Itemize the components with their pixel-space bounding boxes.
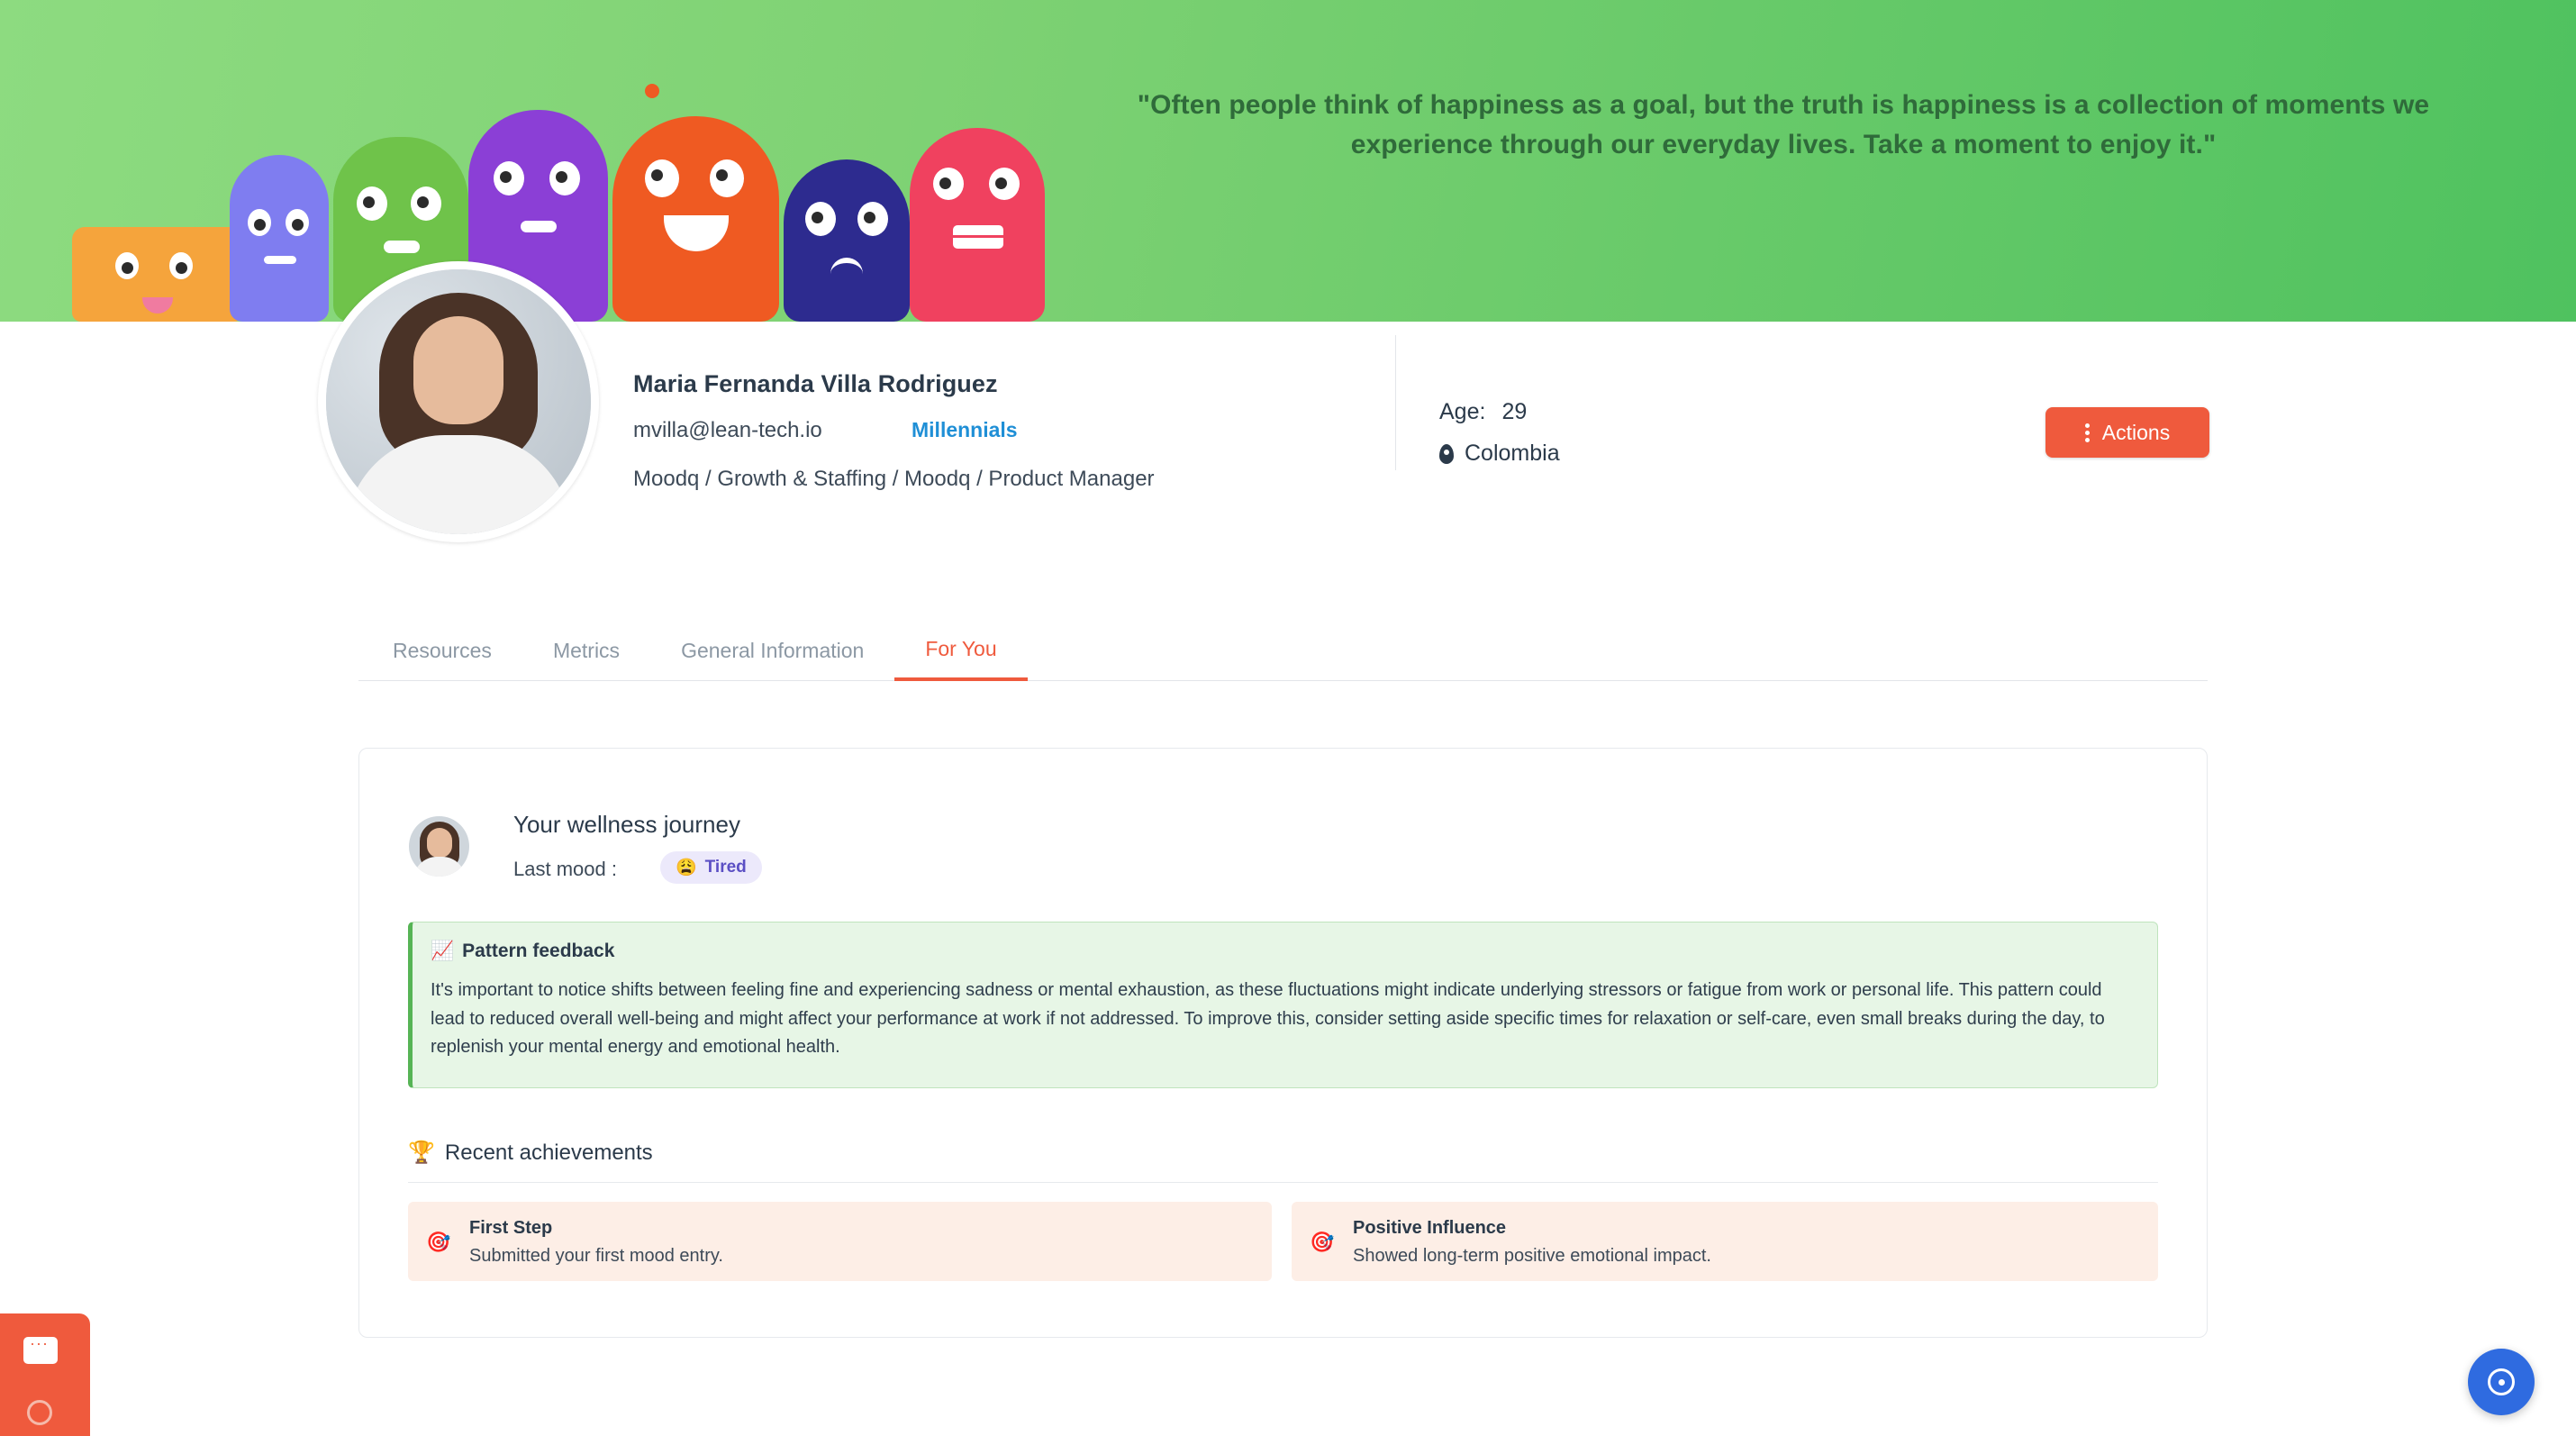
profile-generation-badge[interactable]: Millennials [912, 418, 1018, 441]
achievement-title: Positive Influence [1353, 1218, 1507, 1238]
last-mood-value: Tired [704, 858, 747, 877]
feedback-widget[interactable] [0, 1313, 90, 1436]
profile-age [1439, 399, 1527, 425]
tab-general-information[interactable]: General Information [681, 638, 865, 662]
chart-up-icon: 📈 [431, 941, 455, 961]
profile-name: Maria Fernanda Villa Rodriguez [633, 370, 998, 397]
target-icon: 🎯 [426, 1231, 451, 1253]
achievement-card [1292, 1202, 2158, 1281]
pattern-feedback-body: It's important to notice shifts between feeling fine and experiencing sadness or mental exhaustion, as these fluctuations might indicate underlying stressors or fatigue from work or personal life. This pattern could lead to reduced overall well-being and might affect your performance at work if not addressed. To improve this, consider setting aside specific times for relaxation or self-care, even small breaks during the day, to replenish your mental energy and emotional health. [431, 980, 2105, 1058]
kebab-menu-icon [2085, 421, 2090, 445]
help-circle-icon [27, 1400, 52, 1425]
profile-age-label: Age: [1439, 399, 1486, 424]
actions-button-label: Actions [2101, 420, 2171, 444]
achievement-description: Submitted your first mood entry. [469, 1246, 723, 1266]
tab-resources[interactable]: Resources [393, 638, 492, 662]
location-pin-icon [1439, 444, 1454, 464]
achievement-title: First Step [469, 1218, 553, 1238]
achievements-divider [408, 1182, 2158, 1183]
profile-location [1439, 441, 1560, 467]
wellness-avatar-face [427, 828, 452, 858]
profile-location-value: Colombia [1465, 441, 1560, 466]
profile-age-value: 29 [1501, 399, 1528, 424]
profile-tabs [358, 620, 2208, 681]
achievement-card [408, 1202, 1272, 1281]
mascot-red-smile-icon [612, 96, 779, 322]
last-mood-chip [660, 851, 762, 884]
wellness-journey-title: Your wellness journey [513, 811, 740, 838]
profile-org-path: Moodq / Growth & Staffing / Moodq / Product Manager [633, 467, 1155, 491]
support-chat-fab[interactable] [2468, 1349, 2535, 1415]
profile-avatar [318, 261, 599, 542]
recent-achievements-title: Recent achievements [444, 1140, 653, 1165]
tab-metrics[interactable]: Metrics [552, 638, 621, 662]
chat-bubble-icon [23, 1337, 58, 1364]
profile-divider [1395, 335, 1396, 470]
target-icon: 🎯 [1310, 1231, 1335, 1253]
mascot-orange-square-icon [72, 227, 243, 322]
pattern-feedback-box [408, 922, 2158, 1088]
last-mood-label: Last mood : [513, 858, 617, 880]
recent-achievements-header [408, 1140, 653, 1166]
tab-for-you[interactable]: For You [894, 620, 1027, 681]
wellness-avatar [409, 816, 469, 877]
mascot-navy-sad-icon [784, 146, 910, 322]
pattern-feedback-title: Pattern feedback [462, 941, 615, 961]
mascot-pink-angry-icon [910, 110, 1045, 322]
trophy-icon: 🏆 [408, 1141, 435, 1165]
tired-emoji-icon: 😩 [676, 859, 697, 877]
profile-email: mvilla@lean-tech.io [633, 418, 822, 442]
pattern-feedback-header [431, 941, 614, 962]
support-icon [2488, 1368, 2515, 1395]
hero-quote: "Often people think of happiness as a goal, but the truth is happiness is a collection of moments we experience through our everyday lives. Take a moment to enjoy it." [1137, 90, 2430, 159]
achievement-description: Showed long-term positive emotional impact. [1353, 1246, 1711, 1266]
actions-button[interactable] [2045, 407, 2209, 458]
mascot-periwinkle-icon [230, 155, 329, 322]
profile-header [0, 322, 2576, 612]
avatar-face [413, 316, 503, 424]
